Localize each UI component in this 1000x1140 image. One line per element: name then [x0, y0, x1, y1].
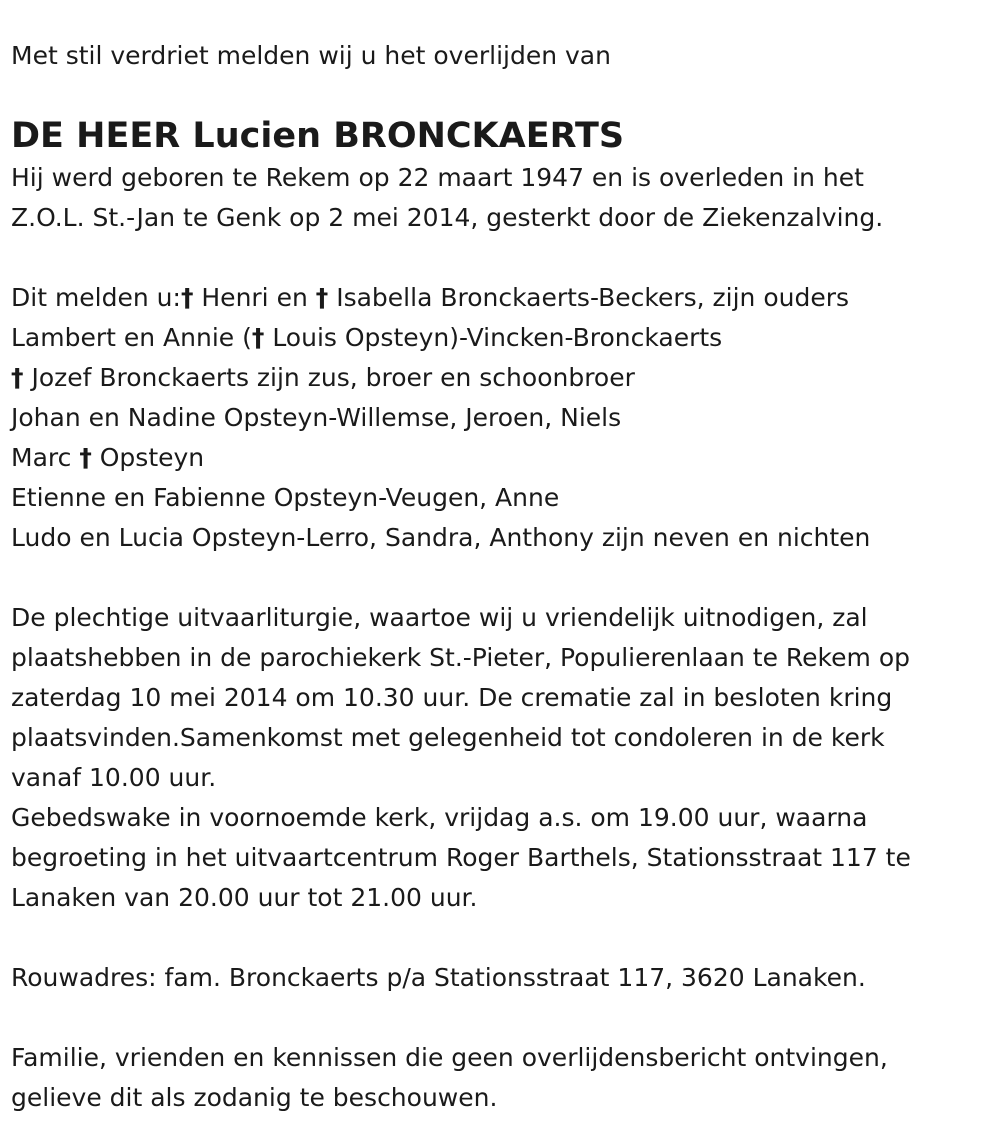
- cross-icon: †: [251, 323, 265, 352]
- family-text: Henri en: [193, 283, 316, 312]
- closing-text-line: gelieve dit als zodanig te beschouwen.: [11, 1083, 498, 1112]
- cross-icon: †: [180, 283, 194, 312]
- spacer: [11, 998, 996, 1038]
- ceremony-text-line: zaterdag 10 mei 2014 om 10.30 uur. De crematie zal in besloten kring: [11, 683, 893, 712]
- closing-text-line: Familie, vrienden en kennissen die geen overlijdensbericht ontvingen,: [11, 1043, 888, 1072]
- family-line-relatives: Ludo en Lucia Opsteyn-Lerro, Sandra, Anthony zijn neven en nichten: [11, 523, 871, 552]
- family-line-relatives: Johan en Nadine Opsteyn-Willemse, Jeroen, Niels: [11, 403, 622, 432]
- intro-text: Met stil verdriet melden wij u het overlijden van: [11, 41, 611, 70]
- family-text: Dit melden u:: [11, 283, 181, 312]
- family-text: Louis Opsteyn)-Vincken-Bronckaerts: [264, 323, 723, 352]
- cross-icon: †: [315, 283, 329, 312]
- ceremony-text-line: vanaf 10.00 uur.: [11, 763, 217, 792]
- family-line-relatives: Etienne en Fabienne Opsteyn-Veugen, Anne: [11, 483, 560, 512]
- cross-icon: †: [79, 443, 92, 472]
- ceremony-text-line: Gebedswake in voornoemde kerk, vrijdag a.s. om 19.00 uur, waarna: [11, 803, 868, 832]
- family-line-relatives: [11, 438, 996, 478]
- mourning-address: Rouwadres: fam. Bronckaerts p/a Stationsstraat 117, 3620 Lanaken.: [11, 963, 866, 992]
- ceremony-text-line: plaatshebben in de parochiekerk St.-Pieter, Populierenlaan te Rekem op: [11, 643, 910, 672]
- spacer: [11, 918, 996, 958]
- ceremony-text-line: plaatsvinden.Samenkomst met gelegenheid tot condoleren in de kerk: [11, 723, 885, 752]
- family-line-sibling: [11, 358, 996, 398]
- deceased-name: DE HEER Lucien BRONCKAERTS: [11, 116, 625, 156]
- family-line-parents: [11, 278, 996, 318]
- family-text: Marc: [11, 443, 80, 472]
- birth-text-line: Hij werd geboren te Rekem op 22 maart 1947 en is overleden in het: [11, 163, 864, 192]
- ceremony-text-line: begroeting in het uitvaartcentrum Roger Barthels, Stationsstraat 117 te: [11, 843, 911, 872]
- cross-icon: †: [11, 363, 24, 392]
- obituary-notice: [11, 36, 996, 1118]
- family-text: Lambert en Annie (: [11, 323, 252, 352]
- spacer: [11, 558, 996, 598]
- family-text: Jozef Bronckaerts zijn zus, broer en schoonbroer: [23, 363, 635, 392]
- birth-text-line: Z.O.L. St.-Jan te Genk op 2 mei 2014, gesterkt door de Ziekenzalving.: [11, 203, 884, 232]
- family-line-sibling: [11, 318, 996, 358]
- ceremony-text-line: Lanaken van 20.00 uur tot 21.00 uur.: [11, 883, 478, 912]
- ceremony-text-line: De plechtige uitvaarliturgie, waartoe wij u vriendelijk uitnodigen, zal: [11, 603, 868, 632]
- family-text: Opsteyn: [91, 443, 205, 472]
- spacer: [11, 238, 996, 278]
- family-text: Isabella Bronckaerts-Beckers, zijn ouders: [328, 283, 850, 312]
